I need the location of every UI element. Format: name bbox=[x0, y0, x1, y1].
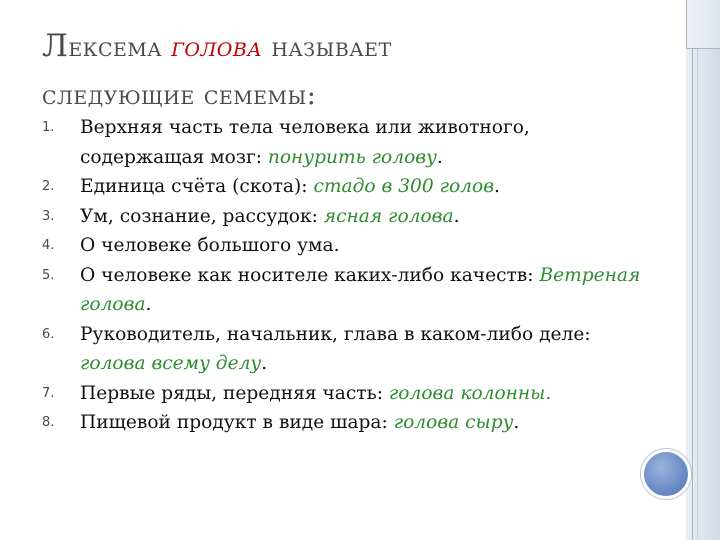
semes-list bbox=[42, 113, 642, 438]
item-number: 3. bbox=[42, 208, 55, 224]
item-text: Руководитель, начальник, глава в каком-либо деле: bbox=[80, 323, 591, 345]
item-end: . bbox=[513, 412, 520, 433]
title-line-2: следующие семемы: bbox=[42, 80, 317, 111]
title-word-3: называет bbox=[271, 32, 392, 63]
list-item bbox=[42, 261, 642, 320]
item-number: 2. bbox=[42, 179, 55, 194]
list-item bbox=[42, 320, 642, 379]
item-text: Единица счёта (скота): bbox=[80, 176, 314, 197]
item-text: Первые ряды, передняя часть: bbox=[80, 382, 389, 404]
item-example: стадо в 300 голов bbox=[313, 176, 495, 197]
item-text: Ум, сознание, рассудок: bbox=[80, 205, 324, 227]
item-example: Ветреная голова bbox=[80, 264, 641, 315]
item-number: 8. bbox=[42, 415, 55, 430]
decorative-corner-tab bbox=[686, 0, 720, 49]
item-example: понурить голову bbox=[267, 146, 437, 168]
item-number: 4. bbox=[42, 238, 55, 253]
list-item bbox=[42, 113, 642, 172]
item-text: О человеке как носителе каких-либо качеств: bbox=[80, 264, 540, 286]
item-end: . bbox=[453, 205, 460, 227]
slide-title bbox=[42, 22, 662, 120]
item-example: голова колонны. bbox=[388, 382, 552, 404]
title-word-1: ексема bbox=[68, 32, 163, 63]
title-first-letter: Л bbox=[42, 28, 69, 64]
item-end: . bbox=[145, 294, 152, 315]
title-highlight-word: голова bbox=[171, 32, 263, 63]
decorative-border-line-inner bbox=[697, 0, 698, 540]
item-example: ясная голова bbox=[323, 205, 454, 227]
decorative-circle-icon bbox=[641, 449, 691, 499]
list-item bbox=[42, 172, 642, 202]
item-text: Пищевой продукт в виде шара: bbox=[80, 412, 394, 433]
decorative-border-line bbox=[692, 0, 693, 540]
list-item bbox=[42, 231, 642, 261]
list-item bbox=[42, 379, 642, 409]
item-number: 6. bbox=[42, 326, 55, 342]
item-end: . bbox=[261, 353, 268, 374]
item-example: голова сыру bbox=[393, 412, 514, 433]
item-text: Верхняя часть тела человека или животного, содержащая мозг: bbox=[80, 117, 530, 168]
item-end: . bbox=[494, 176, 500, 197]
item-end: . bbox=[436, 146, 443, 168]
list-item bbox=[42, 408, 642, 438]
list-item bbox=[42, 202, 642, 232]
item-number: 7. bbox=[42, 385, 55, 401]
item-number: 1. bbox=[42, 120, 55, 135]
item-text: О человеке большого ума. bbox=[80, 235, 340, 256]
item-example: голова всему делу bbox=[80, 353, 262, 374]
item-number: 5. bbox=[42, 267, 55, 283]
